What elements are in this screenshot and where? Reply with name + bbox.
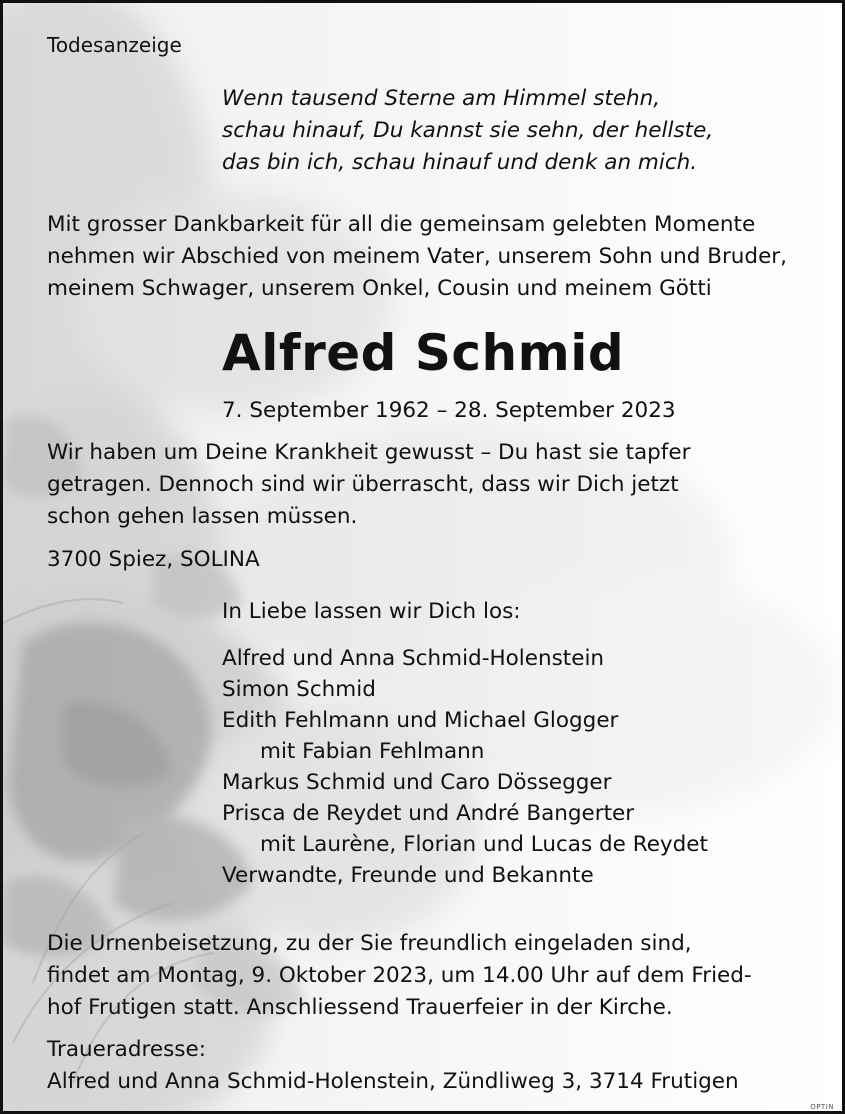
verse-line: das bin ich, schau hinauf und denk an mich. [222,150,698,175]
family-member: mit Fabian Fehlmann [260,739,485,764]
service-line: findet am Montag, 9. Oktober 2023, um 14.00 Uhr auf dem Fried- [47,963,752,988]
intro-line: meinem Schwager, unserem Onkel, Cousin und meinem Götti [47,276,712,301]
intro-line: Mit grosser Dankbarkeit für all die gemeinsam gelebten Momente [47,212,756,237]
verse-line: Wenn tausend Sterne am Himmel stehn, [222,86,661,111]
family-list [222,643,708,891]
family-member: Edith Fehlmann und Michael Glogger [222,708,619,733]
family-member: Verwandte, Freunde und Bekannte [222,863,594,888]
notice-heading: Todesanzeige [47,33,182,57]
service-info [47,928,752,1024]
family-member: Markus Schmid und Caro Dössegger [222,770,612,795]
illness-text [47,437,690,533]
illness-line: schon gehen lassen müssen. [47,504,358,529]
family-member: mit Laurène, Florian und Lucas de Reydet [260,832,708,857]
family-member: Simon Schmid [222,677,376,702]
publisher-mark: OPTIN [810,1103,834,1111]
service-line: Die Urnenbeisetzung, zu der Sie freundlich eingeladen sind, [47,931,692,956]
mourning-address [47,1034,739,1098]
intro-text [47,209,787,305]
family-member: Alfred und Anna Schmid-Holenstein [222,646,605,671]
intro-line: nehmen wir Abschied von meinem Vater, unserem Sohn und Bruder, [47,244,787,269]
love-intro: In Liebe lassen wir Dich los: [222,599,521,624]
address-label: Traueradresse: [47,1037,206,1062]
deceased-name: Alfred Schmid [222,324,625,382]
illness-line: getragen. Dennoch sind wir überrascht, dass wir Dich jetzt [47,472,679,497]
address-text: Alfred und Anna Schmid-Holenstein, Zündliweg 3, 3714 Frutigen [47,1069,739,1094]
family-member: Prisca de Reydet und André Bangerter [222,801,635,826]
life-dates: 7. September 1962 – 28. September 2023 [222,398,676,423]
place-line: 3700 Spiez, SOLINA [47,547,260,572]
verse [222,83,713,179]
service-line: hof Frutigen statt. Anschliessend Trauerfeier in der Kirche. [47,995,673,1020]
verse-line: schau hinauf, Du kannst sie sehn, der hellste, [222,118,714,143]
illness-line: Wir haben um Deine Krankheit gewusst – Du hast sie tapfer [47,440,691,465]
